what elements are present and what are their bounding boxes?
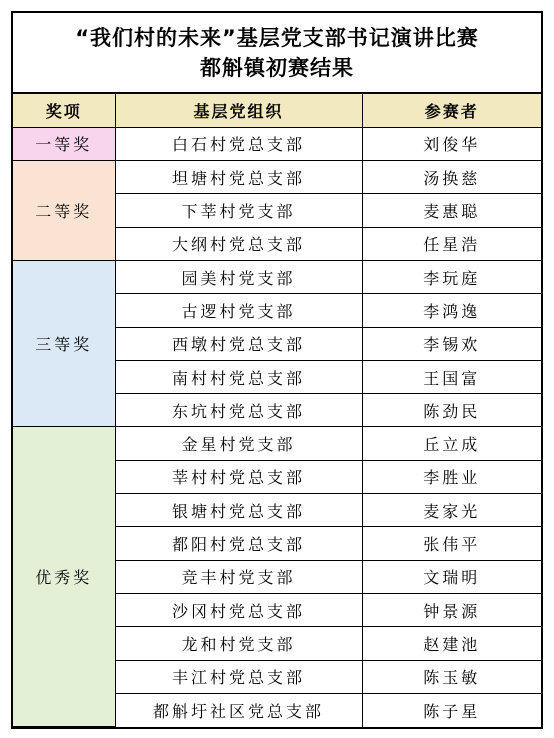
header-organization: 基层党组织 [115,94,362,127]
organization-cell: 西墩村党总支部 [115,327,362,360]
participant-cell: 麦家光 [362,494,541,527]
header-row [13,94,541,127]
organization-cell: 坦塘村党总支部 [115,161,362,194]
award-cell: 优秀奖 [13,427,115,727]
participant-cell: 陈玉敏 [362,660,541,693]
organization-cell: 龙和村党支部 [115,627,362,660]
table-row [13,161,541,194]
award-cell: 一等奖 [13,127,115,160]
organization-cell: 沙冈村党总支部 [115,593,362,626]
organization-cell: 园美村党支部 [115,260,362,293]
organization-cell: 都阳村党总支部 [115,527,362,560]
participant-cell: 李胜业 [362,460,541,493]
table-row [13,260,541,293]
title-line-2: 都斛镇初赛结果 [200,55,354,80]
participant-cell: 陈劲民 [362,394,541,427]
organization-cell: 南村村党总支部 [115,360,362,393]
results-table [13,94,541,727]
organization-cell: 银塘村党总支部 [115,494,362,527]
organization-cell: 白石村党总支部 [115,127,362,160]
participant-cell: 李锡欢 [362,327,541,360]
participant-cell: 丘立成 [362,427,541,460]
participant-cell: 张伟平 [362,527,541,560]
participant-cell: 李鸿逸 [362,294,541,327]
participant-cell: 李玩庭 [362,260,541,293]
participant-cell: 陈子星 [362,693,541,726]
participant-cell: 麦惠聪 [362,194,541,227]
results-sheet [11,11,543,729]
participant-cell: 刘俊华 [362,127,541,160]
organization-cell: 都斛圩社区党总支部 [115,693,362,726]
participant-cell: 文瑞明 [362,560,541,593]
organization-cell: 下莘村党支部 [115,194,362,227]
organization-cell: 金星村党支部 [115,427,362,460]
participant-cell: 赵建池 [362,627,541,660]
organization-cell: 古逻村党支部 [115,294,362,327]
header-award: 奖项 [13,94,115,127]
organization-cell: 大纲村党总支部 [115,227,362,260]
header-participant: 参赛者 [362,94,541,127]
participant-cell: 任星浩 [362,227,541,260]
table-body [13,127,541,726]
table-row [13,127,541,160]
participant-cell: 汤换慈 [362,161,541,194]
table-row [13,427,541,460]
organization-cell: 竞丰村党支部 [115,560,362,593]
document-title [13,13,541,94]
award-cell: 三等奖 [13,260,115,426]
organization-cell: 东坑村党总支部 [115,394,362,427]
participant-cell: 王国富 [362,360,541,393]
participant-cell: 钟景源 [362,593,541,626]
organization-cell: 丰江村党总支部 [115,660,362,693]
title-line-1: “我们村的未来”基层党支部书记演讲比赛 [75,25,479,50]
award-cell: 二等奖 [13,161,115,261]
organization-cell: 莘村村党总支部 [115,460,362,493]
